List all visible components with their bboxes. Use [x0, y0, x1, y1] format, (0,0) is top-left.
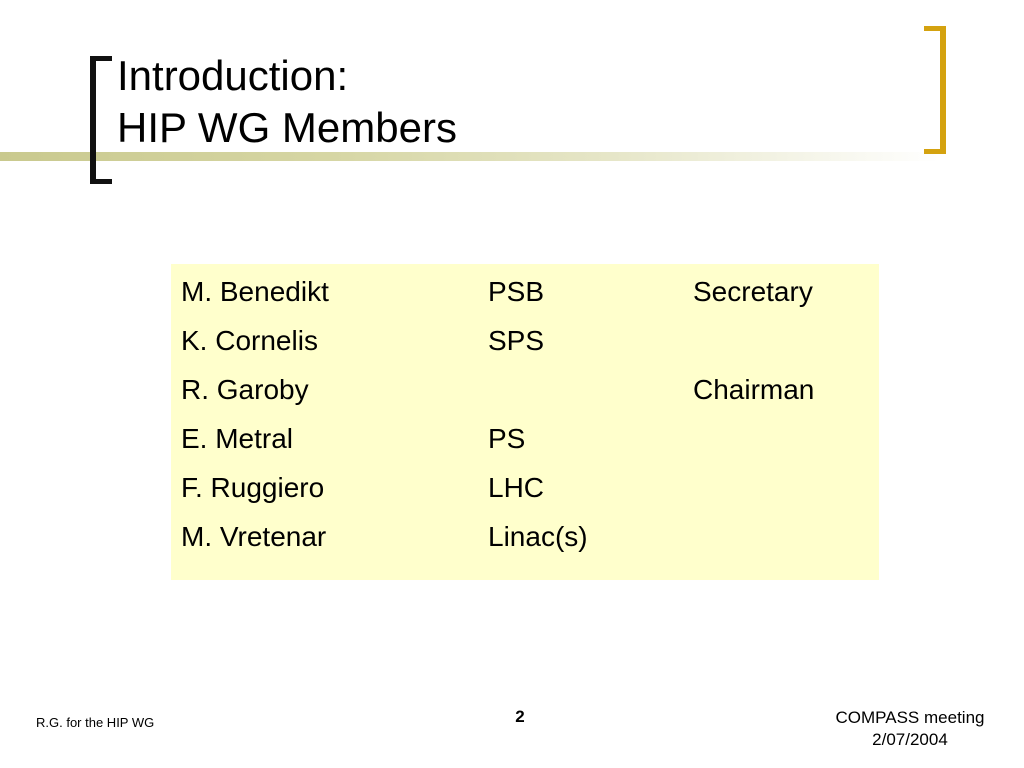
member-name: K. Cornelis [181, 325, 318, 356]
member-role [693, 517, 863, 566]
footer-event-name: COMPASS meeting [835, 708, 985, 727]
footer-event [800, 707, 1020, 751]
member-machine: LHC [488, 472, 545, 503]
members-table [181, 272, 863, 566]
table-row [181, 419, 863, 468]
member-role [693, 468, 863, 517]
member-name: M. Benedikt [181, 276, 329, 307]
slide-title-line-2: HIP WG Members [117, 104, 457, 151]
member-name: E. Metral [181, 423, 294, 454]
table-row [181, 468, 863, 517]
footer-author: R.G. for the HIP WG [36, 715, 155, 730]
footer-event-date: 2/07/2004 [872, 730, 948, 749]
page-number: 2 [515, 707, 525, 726]
right-bracket-decoration [924, 26, 946, 154]
member-role: Chairman [693, 374, 815, 405]
member-machine: SPS [488, 325, 545, 356]
left-bracket-decoration [90, 56, 112, 184]
member-role [693, 419, 863, 468]
table-row [181, 370, 863, 419]
member-machine: PS [488, 423, 526, 454]
table-row [181, 517, 863, 566]
member-machine: Linac(s) [488, 521, 588, 552]
member-name: M. Vretenar [181, 521, 327, 552]
slide-title-line-1: Introduction: [117, 52, 349, 99]
table-row [181, 272, 863, 321]
member-machine: PSB [488, 276, 545, 307]
table-row [181, 321, 863, 370]
member-role: Secretary [693, 276, 813, 307]
members-box [171, 264, 879, 580]
member-machine [488, 370, 693, 419]
slide-title [117, 50, 457, 154]
member-name: F. Ruggiero [181, 472, 325, 503]
member-name: R. Garoby [181, 374, 309, 405]
member-role [693, 321, 863, 370]
